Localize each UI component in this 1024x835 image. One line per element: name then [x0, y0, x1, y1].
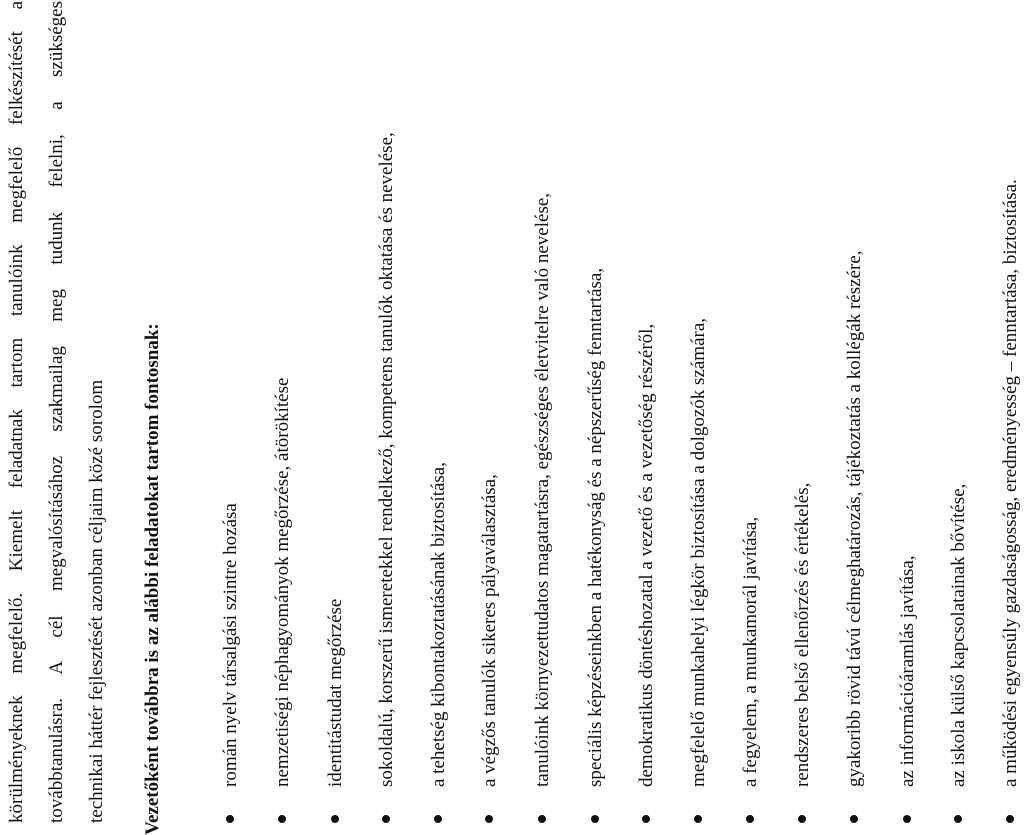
list-item: rendszeres belső ellenőrzés és értékelés,	[792, 483, 814, 823]
list-item: demokratikus döntéshozatal a vezető és a vezetőség részéről,	[636, 324, 658, 823]
list-item: identitástudat megőrzése	[325, 599, 347, 823]
bullet-icon	[485, 815, 493, 823]
bullet-icon	[278, 815, 286, 823]
list-item: sokoldalú, korszerű ismeretekkel rendelkező, kompetens tanulók oktatása és nevelése,	[376, 132, 398, 823]
bullet-icon	[642, 815, 650, 823]
intro-line-2: továbbtanulásra. A cél megvalósításához szakmailag meg tudunk felelni, a szükséges	[46, 1, 67, 823]
bullet-icon	[798, 815, 806, 823]
bullet-icon	[434, 815, 442, 823]
list-item: gyakoribb rövid távú célmeghatározás, tájékoztatás a kollégák részére,	[844, 250, 866, 823]
section-heading: Vezetőként továbbra is az alábbi feladatokat tartom fontosnak:	[142, 323, 163, 835]
intro-line-1: körülményeknek megfelelő. Kiemelt feladatnak tartom tanulóink megfelelő felkészítését a	[6, 1, 27, 823]
list-item: a tehetség kibontakoztatásának biztosítása,	[428, 462, 450, 823]
bullet-icon	[1006, 815, 1014, 823]
list-item: tanulóink környezettudatos magatartásra, egészséges életvitelre való nevelése,	[532, 193, 554, 823]
list-item: nemzetiségi néphagyományok megőrzése, átörökítése	[272, 378, 294, 823]
list-item: román nyelv társalgási szintre hozása	[220, 503, 242, 823]
bullet-icon	[226, 815, 234, 823]
bullet-icon	[903, 815, 911, 823]
bullet-icon	[746, 815, 754, 823]
intro-line-3: technikai háttér fejlesztését azonban céljaim közé sorolom	[86, 379, 107, 823]
list-item: az iskola külső kapcsolatainak bővítése,	[948, 484, 970, 823]
list-item: a működési egyensúly gazdaságosság, eredményesség – fenntartása, biztosítása.	[1000, 179, 1022, 823]
bullet-icon	[591, 815, 599, 823]
bullet-icon	[538, 815, 546, 823]
bullet-icon	[382, 815, 390, 823]
bullet-icon	[694, 815, 702, 823]
list-item: a végzős tanulók sikeres pályaválasztása,	[479, 474, 501, 823]
list-item: a fegyelem, a munkamorál javítása,	[740, 517, 762, 823]
bullet-icon	[850, 815, 858, 823]
list-item: speciális képzéseinkben a hatékonyság és a népszerűség fenntartása,	[585, 268, 607, 823]
bullet-icon	[954, 815, 962, 823]
list-item: az információáramlás javítása,	[897, 555, 919, 823]
bullet-icon	[331, 815, 339, 823]
list-item: megfelelő munkahelyi légkör biztosítása a dolgozók számára,	[688, 318, 710, 823]
